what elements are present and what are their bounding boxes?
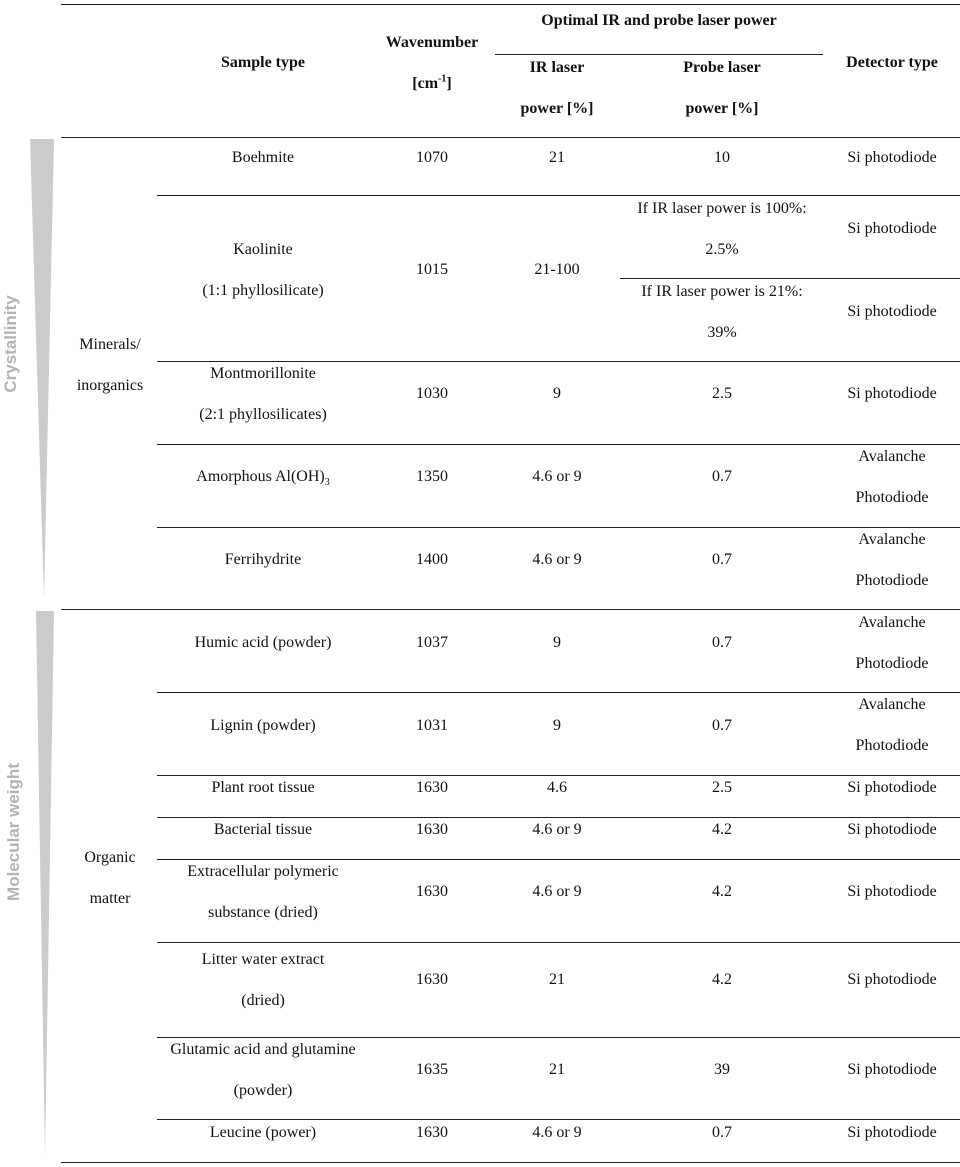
probe-power-cell: 0.7 bbox=[712, 1124, 732, 1141]
wavenumber-cell: 1630 bbox=[416, 971, 448, 988]
ir-power-cell: 4.6 or 9 bbox=[532, 883, 582, 900]
header-probe-power: Probe laser power [%] bbox=[683, 59, 761, 117]
crystallinity-wedge bbox=[30, 139, 56, 601]
ir-power-cell: 9 bbox=[553, 717, 561, 734]
header-wavenumber bbox=[370, 22, 494, 104]
ir-power-cell: 4.6 or 9 bbox=[532, 821, 582, 838]
ir-power-cell: 21-100 bbox=[534, 261, 580, 278]
probe-power-cell: 0.7 bbox=[712, 717, 732, 734]
wavenumber-cell: 1635 bbox=[416, 1061, 448, 1078]
molecular-weight-wedge bbox=[36, 611, 56, 1159]
sample-cell: Bacterial tissue bbox=[213, 821, 313, 838]
sample-cell: Humic acid (powder) bbox=[194, 634, 332, 651]
sample-cell: Kaolinite (1:1 phyllosilicate) bbox=[202, 241, 324, 299]
detector-cell: Si photodiode bbox=[847, 1061, 937, 1078]
row-rule bbox=[157, 195, 960, 196]
probe-power-cell: 0.7 bbox=[712, 551, 732, 568]
ir-power-cell: 9 bbox=[553, 385, 561, 402]
wavenumber-cell: 1015 bbox=[416, 261, 448, 278]
wavenumber-cell: 1037 bbox=[416, 634, 448, 651]
ir-power-cell: 4.6 or 9 bbox=[532, 468, 582, 485]
probe-power-cell: 39 bbox=[714, 1061, 730, 1078]
wavenumber-cell: 1400 bbox=[416, 551, 448, 568]
probe-power-cell: 2.5 bbox=[712, 779, 732, 796]
probe-power-cell: 4.2 bbox=[712, 971, 732, 988]
header-wavenumber-unit: $[cm^{-1}]$ bbox=[412, 73, 452, 92]
detector-cell: Si photodiode bbox=[847, 883, 937, 900]
group-organic-matter: Organic matter bbox=[84, 849, 136, 907]
wavenumber-cell: 1630 bbox=[416, 1124, 448, 1141]
detector-cell: Si photodiode bbox=[847, 821, 937, 838]
wavenumber-cell: 1350 bbox=[416, 468, 448, 485]
ir-power-cell: 21 bbox=[549, 1061, 565, 1078]
detector-cell: Avalanche Photodiode bbox=[855, 531, 929, 589]
probe-power-cell: 4.2 bbox=[712, 883, 732, 900]
probe-power-cell: 0.7 bbox=[712, 634, 732, 651]
wavenumber-cell: 1630 bbox=[416, 883, 448, 900]
sample-cell: Amorphous $Al(OH)_3$ bbox=[196, 468, 330, 489]
sample-cell: Litter water extract (dried) bbox=[201, 951, 325, 1009]
wavenumber-cell: 1031 bbox=[416, 717, 448, 734]
probe-power-cell: 2.5 bbox=[712, 385, 732, 402]
ir-power-cell: 4.6 bbox=[547, 779, 567, 796]
wavenumber-cell: 1630 bbox=[416, 779, 448, 796]
header-detector-type: Detector type bbox=[846, 54, 938, 71]
sample-cell: Ferrihydrite bbox=[224, 551, 302, 568]
header-sample-type: Sample type bbox=[221, 54, 305, 71]
ir-power-cell: 9 bbox=[553, 634, 561, 651]
group-minerals: Minerals/ inorganics bbox=[76, 336, 144, 394]
detector-cell: Avalanche Photodiode bbox=[855, 614, 929, 672]
header-optimal-group: Optimal IR and probe laser power bbox=[541, 12, 777, 29]
ir-power-cell: 21 bbox=[549, 149, 565, 166]
header-ir-power: IR laser power [%] bbox=[520, 59, 594, 117]
probe-power-cell: 4.2 bbox=[712, 821, 732, 838]
probe-power-cell: 10 bbox=[714, 149, 730, 166]
sample-cell: Extracellular polymeric substance (dried) bbox=[187, 863, 339, 921]
detector-cell: Avalanche Photodiode bbox=[855, 448, 929, 506]
detector-cell: Si photodiode bbox=[847, 220, 937, 237]
detector-cell: Avalanche Photodiode bbox=[855, 696, 929, 754]
sample-cell: Montmorillonite (2:1 phyllosilicates) bbox=[199, 365, 327, 423]
detector-cell: Si photodiode bbox=[847, 303, 937, 320]
molecular-weight-label: Molecular weight bbox=[4, 763, 23, 901]
probe-power-cell: 0.7 bbox=[712, 468, 732, 485]
ir-power-cell: 4.6 or 9 bbox=[532, 551, 582, 568]
probe-power-cell: If IR laser power is 100%: 2.5% bbox=[637, 200, 807, 258]
crystallinity-label: Crystallinity bbox=[1, 295, 20, 393]
sample-cell: Glutamic acid and glutamine (powder) bbox=[170, 1041, 356, 1099]
probe-power-cell: If IR laser power is 21%: 39% bbox=[641, 283, 803, 341]
detector-cell: Si photodiode bbox=[847, 385, 937, 402]
ir-power-cell: 4.6 or 9 bbox=[532, 1124, 582, 1141]
wavenumber-cell: 1070 bbox=[416, 149, 448, 166]
sample-cell: Plant root tissue bbox=[211, 779, 315, 796]
detector-cell: Si photodiode bbox=[847, 971, 937, 988]
bottom-rule bbox=[61, 1162, 960, 1163]
sample-cell: Boehmite bbox=[231, 149, 295, 166]
ir-power-cell: 21 bbox=[549, 971, 565, 988]
wavenumber-cell: 1030 bbox=[416, 385, 448, 402]
wavenumber-cell: 1630 bbox=[416, 821, 448, 838]
detector-cell: Si photodiode bbox=[847, 779, 937, 796]
header-wavenumber-text: Wavenumber bbox=[385, 34, 479, 51]
detector-cell: Si photodiode bbox=[847, 1124, 937, 1141]
detector-cell: Si photodiode bbox=[847, 149, 937, 166]
sample-cell: Leucine (power) bbox=[209, 1124, 317, 1141]
sample-cell: Lignin (powder) bbox=[210, 717, 316, 734]
